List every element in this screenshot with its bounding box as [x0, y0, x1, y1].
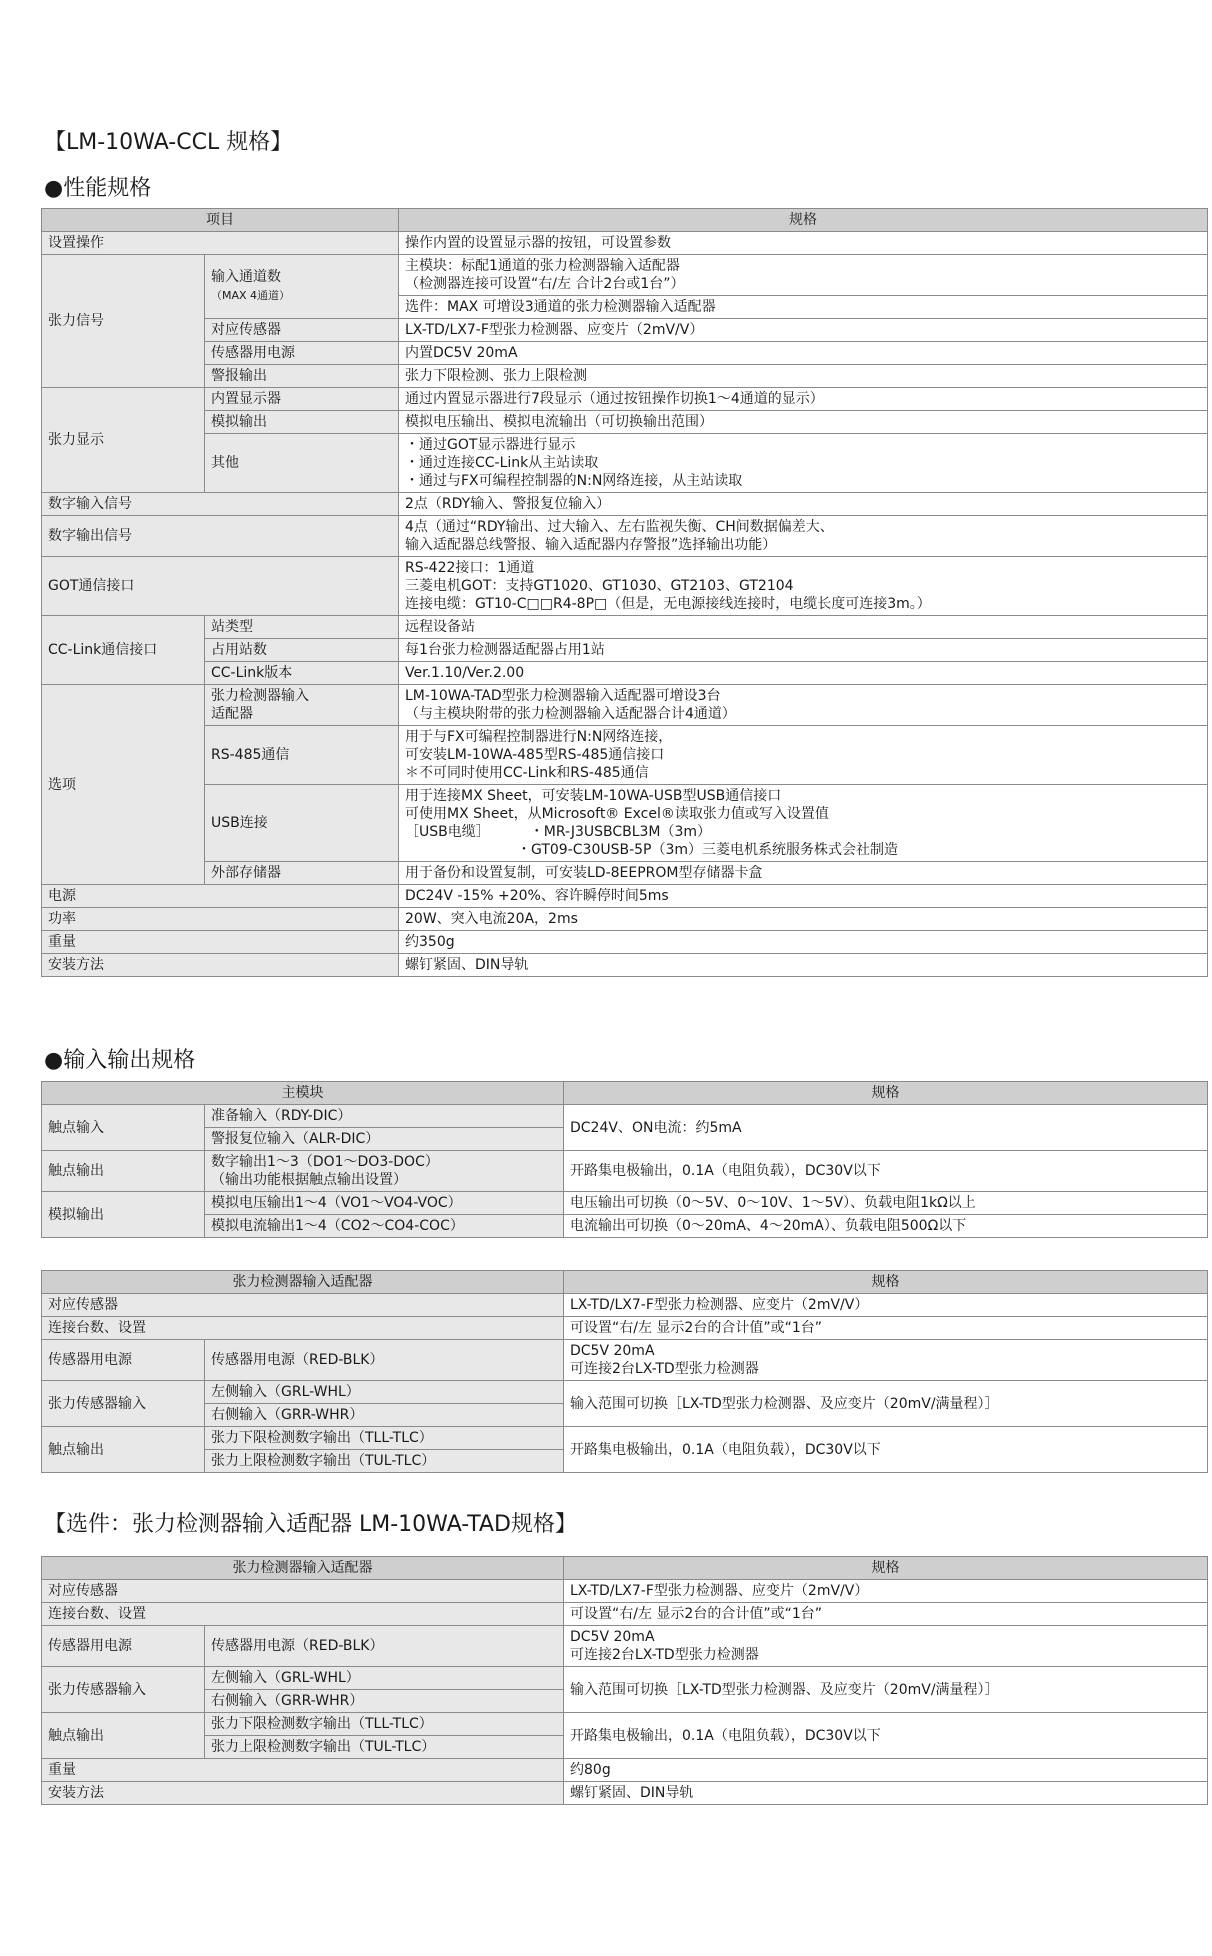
row-value: 模拟电压输出、模拟电流输出（可切换输出范围）	[399, 411, 1208, 434]
row-value	[399, 785, 1208, 862]
option-title: 【选件：张力检测器输入适配器 LM-10WA-TAD规格】	[44, 1512, 577, 1537]
row-sublabel: USB连接	[205, 785, 399, 862]
value-line: （检测器连接可设置“右/左 合计2台或1台”）	[405, 276, 685, 292]
table-row	[42, 388, 1208, 411]
row-value: 操作内置的设置显示器的按钮，可设置参数	[399, 232, 1208, 255]
row-sublabel	[205, 1151, 564, 1192]
row-label: 对应传感器	[42, 1294, 564, 1317]
row-sublabel: 张力下限检测数字输出（TLL-TLC）	[205, 1427, 564, 1450]
value-line: 可连接2台LX-TD型张力检测器	[570, 1647, 759, 1663]
row-label: 安装方法	[42, 1782, 564, 1805]
page-title: 【LM-10WA-CCL 规格】	[44, 130, 293, 155]
row-sublabel	[205, 255, 399, 319]
table-row	[42, 1381, 1208, 1404]
table-row	[42, 411, 1208, 434]
sublabel-line: （输出功能根据触点输出设置）	[211, 1172, 407, 1188]
header-spec: 规格	[564, 1082, 1208, 1105]
row-sublabel: 模拟电压输出1～4（VO1～VO4-VOC）	[205, 1192, 564, 1215]
row-value: LX-TD/LX7-F型张力检测器、应变片（2mV/V）	[564, 1580, 1208, 1603]
value-line: LM-10WA-TAD型张力检测器输入适配器可增设3台	[405, 688, 721, 704]
value-line: 4点（通过“RDY输出、过大输入、左右监视失衡、CH间数据偏差大、	[405, 519, 834, 535]
header-adapter: 张力检测器输入适配器	[42, 1271, 564, 1294]
table-row	[42, 1317, 1208, 1340]
group-label: 张力传感器输入	[42, 1667, 205, 1713]
table-header-row	[42, 1082, 1208, 1105]
row-sublabel: 模拟电流输出1～4（CO2～CO4-COC）	[205, 1215, 564, 1238]
table-row	[42, 493, 1208, 516]
row-sublabel: CC-Link版本	[205, 662, 399, 685]
row-sublabel: 传感器用电源（RED-BLK）	[205, 1340, 564, 1381]
table-row	[42, 862, 1208, 885]
value-line: 三菱电机GOT：支持GT1020、GT1030、GT2103、GT2104	[405, 578, 794, 594]
value-line: DC5V 20mA	[570, 1343, 655, 1359]
table-row	[42, 434, 1208, 493]
row-value: 输入范围可切换［LX-TD型张力检测器、及应变片（20mV/满量程）］	[564, 1667, 1208, 1713]
table-row	[42, 1427, 1208, 1450]
sublabel-line: 张力检测器输入	[211, 688, 309, 704]
header-adapter: 张力检测器输入适配器	[42, 1557, 564, 1580]
row-value: 每1台张力检测器适配器占用1站	[399, 639, 1208, 662]
adapter-spec-table	[41, 1270, 1208, 1473]
group-label: 张力传感器输入	[42, 1381, 205, 1427]
table-row	[42, 685, 1208, 726]
group-label: 传感器用电源	[42, 1340, 205, 1381]
row-label: 连接台数、设置	[42, 1317, 564, 1340]
value-line: ［USB电缆］	[405, 824, 490, 840]
row-label: 安装方法	[42, 954, 399, 977]
group-label: 张力显示	[42, 388, 205, 493]
header-item: 项目	[42, 209, 399, 232]
row-sublabel: 对应传感器	[205, 319, 399, 342]
row-sublabel: 左侧输入（GRL-WHL）	[205, 1667, 564, 1690]
row-sublabel: 张力上限检测数字输出（TUL-TLC）	[205, 1450, 564, 1473]
row-sublabel: RS-485通信	[205, 726, 399, 785]
value-line: ・MR-J3USBCBL3M（3m）	[529, 824, 712, 840]
value-line: ・通过GOT显示器进行显示	[405, 437, 576, 453]
table-row	[42, 1603, 1208, 1626]
table-row	[42, 931, 1208, 954]
table-row	[42, 954, 1208, 977]
row-label: 数字输出信号	[42, 516, 399, 557]
table-row	[42, 616, 1208, 639]
row-value: DC24V、ON电流：约5mA	[564, 1105, 1208, 1151]
table-header-row	[42, 1271, 1208, 1294]
table-row	[42, 639, 1208, 662]
row-sublabel: 右侧输入（GRR-WHR）	[205, 1690, 564, 1713]
value-line: ・GT09-C30USB-5P（3m）三菱电机系统服务株式会社制造	[517, 842, 899, 858]
value-line: （与主模块附带的张力检测器输入适配器合计4通道）	[405, 706, 736, 722]
row-label: GOT通信接口	[42, 557, 399, 616]
row-value	[399, 685, 1208, 726]
table-row	[42, 342, 1208, 365]
value-line: RS-422接口：1通道	[405, 560, 535, 576]
group-label: 选项	[42, 685, 205, 885]
row-value: 电压输出可切换（0～5V、0～10V、1～5V）、负载电阻1kΩ以上	[564, 1192, 1208, 1215]
row-value	[399, 557, 1208, 616]
value-line: 输入适配器总线警报、输入适配器内存警报”选择输出功能）	[405, 537, 777, 553]
group-label: 触点输出	[42, 1427, 205, 1473]
row-value: Ver.1.10/Ver.2.00	[399, 662, 1208, 685]
row-value: 20W、突入电流20A，2ms	[399, 908, 1208, 931]
row-sublabel: 模拟输出	[205, 411, 399, 434]
header-spec: 规格	[564, 1271, 1208, 1294]
group-label: 触点输出	[42, 1713, 205, 1759]
table-row	[42, 1151, 1208, 1192]
row-sublabel: 准备输入（RDY-DIC）	[205, 1105, 564, 1128]
row-sublabel: 内置显示器	[205, 388, 399, 411]
table-row	[42, 255, 1208, 296]
table-row	[42, 557, 1208, 616]
group-label: 传感器用电源	[42, 1626, 205, 1667]
row-label: 对应传感器	[42, 1580, 564, 1603]
table-row	[42, 1626, 1208, 1667]
row-sublabel: 占用站数	[205, 639, 399, 662]
row-sublabel: 张力下限检测数字输出（TLL-TLC）	[205, 1713, 564, 1736]
row-value: 2点（RDY输入、警报复位输入）	[399, 493, 1208, 516]
table-row	[42, 1192, 1208, 1215]
table-row	[42, 885, 1208, 908]
group-label: 触点输入	[42, 1105, 205, 1151]
table-row	[42, 662, 1208, 685]
group-label: CC-Link通信接口	[42, 616, 205, 685]
row-value: 电流输出可切换（0～20mA、4～20mA）、负载电阻500Ω以下	[564, 1215, 1208, 1238]
table-row	[42, 726, 1208, 785]
row-sublabel: 其他	[205, 434, 399, 493]
row-value: 选件：MAX 可增设3通道的张力检测器输入适配器	[399, 296, 1208, 319]
option-adapter-spec-table	[41, 1556, 1208, 1805]
row-value: 可设置“右/左 显示2台的合计值”或“1台”	[564, 1317, 1208, 1340]
row-value: DC24V -15% +20%、容许瞬停时间5ms	[399, 885, 1208, 908]
row-value: 用于备份和设置复制，可安装LD-8EEPROM型存储器卡盒	[399, 862, 1208, 885]
header-spec: 规格	[564, 1557, 1208, 1580]
table-row	[42, 516, 1208, 557]
table-row	[42, 232, 1208, 255]
row-value: LX-TD/LX7-F型张力检测器、应变片（2mV/V）	[399, 319, 1208, 342]
table-row	[42, 1294, 1208, 1317]
row-label: 重量	[42, 931, 399, 954]
row-label: 数字输入信号	[42, 493, 399, 516]
row-value: 螺钉紧固、DIN导轨	[399, 954, 1208, 977]
value-line: 可连接2台LX-TD型张力检测器	[570, 1361, 759, 1377]
row-label: 设置操作	[42, 232, 399, 255]
row-value: LX-TD/LX7-F型张力检测器、应变片（2mV/V）	[564, 1294, 1208, 1317]
row-sublabel: 张力上限检测数字输出（TUL-TLC）	[205, 1736, 564, 1759]
sublabel-line: （MAX 4通道）	[211, 289, 291, 302]
row-value	[399, 516, 1208, 557]
section-title-io: ●输入输出规格	[44, 1048, 196, 1073]
row-sublabel: 警报复位输入（ALR-DIC）	[205, 1128, 564, 1151]
row-value: 输入范围可切换［LX-TD型张力检测器、及应变片（20mV/满量程）］	[564, 1381, 1208, 1427]
row-value: 约80g	[564, 1759, 1208, 1782]
row-value	[564, 1626, 1208, 1667]
row-label: 功率	[42, 908, 399, 931]
row-sublabel: 外部存储器	[205, 862, 399, 885]
table-row	[42, 1759, 1208, 1782]
row-sublabel: 传感器用电源	[205, 342, 399, 365]
row-label: 电源	[42, 885, 399, 908]
value-line: 可使用MX Sheet，从Microsoft® Excel®读取张力值或写入设置值	[405, 806, 829, 822]
table-row	[42, 319, 1208, 342]
table-row	[42, 785, 1208, 862]
table-row	[42, 1340, 1208, 1381]
table-row	[42, 908, 1208, 931]
table-row	[42, 1782, 1208, 1805]
section-title-performance: ●性能规格	[44, 176, 152, 201]
row-value	[399, 726, 1208, 785]
value-line: 连接电缆：GT10-C□□R4-8P□（但是，无电源接线连接时，电缆长度可连接3m。）	[405, 596, 931, 612]
row-value: 螺钉紧固、DIN导轨	[564, 1782, 1208, 1805]
row-value	[564, 1340, 1208, 1381]
row-value	[399, 255, 1208, 296]
row-value: 约350g	[399, 931, 1208, 954]
row-sublabel: 左侧输入（GRL-WHL）	[205, 1381, 564, 1404]
table-row	[42, 365, 1208, 388]
performance-spec-table	[41, 208, 1208, 977]
row-value: 开路集电极输出，0.1A（电阻负载），DC30V以下	[564, 1151, 1208, 1192]
row-value: 远程设备站	[399, 616, 1208, 639]
value-line: 用于与FX可编程控制器进行N:N网络连接，	[405, 729, 673, 745]
group-label: 模拟输出	[42, 1192, 205, 1238]
table-row	[42, 1713, 1208, 1736]
table-header-row	[42, 209, 1208, 232]
header-main-module: 主模块	[42, 1082, 564, 1105]
row-sublabel: 站类型	[205, 616, 399, 639]
sublabel-line: 适配器	[211, 706, 253, 722]
sublabel-line: 输入通道数	[211, 269, 281, 285]
value-line: 主模块：标配1通道的张力检测器输入适配器	[405, 258, 680, 274]
row-sublabel: 警报输出	[205, 365, 399, 388]
row-label: 连接台数、设置	[42, 1603, 564, 1626]
value-line: ・通过连接CC-Link从主站读取	[405, 455, 599, 471]
table-row	[42, 1580, 1208, 1603]
row-value: 开路集电极输出，0.1A（电阻负载），DC30V以下	[564, 1713, 1208, 1759]
value-line: 用于连接MX Sheet，可安装LM-10WA-USB型USB通信接口	[405, 788, 782, 804]
row-value: 通过内置显示器进行7段显示（通过按钮操作切换1～4通道的显示）	[399, 388, 1208, 411]
row-sublabel: 传感器用电源（RED-BLK）	[205, 1626, 564, 1667]
value-line: 可安装LM-10WA-485型RS-485通信接口	[405, 747, 665, 763]
row-value	[399, 434, 1208, 493]
table-row	[42, 1215, 1208, 1238]
row-value: 可设置“右/左 显示2台的合计值”或“1台”	[564, 1603, 1208, 1626]
group-label: 张力信号	[42, 255, 205, 388]
row-label: 重量	[42, 1759, 564, 1782]
value-line: DC5V 20mA	[570, 1629, 655, 1645]
value-line: ＊不可同时使用CC-Link和RS-485通信	[405, 765, 649, 781]
header-spec: 规格	[399, 209, 1208, 232]
table-row	[42, 1667, 1208, 1690]
table-row	[42, 1105, 1208, 1128]
io-spec-table	[41, 1081, 1208, 1238]
row-value: 张力下限检测、张力上限检测	[399, 365, 1208, 388]
row-value: 开路集电极输出，0.1A（电阻负载），DC30V以下	[564, 1427, 1208, 1473]
value-line: ・通过与FX可编程控制器的N:N网络连接，从主站读取	[405, 473, 743, 489]
group-label: 触点输出	[42, 1151, 205, 1192]
row-sublabel: 右侧输入（GRR-WHR）	[205, 1404, 564, 1427]
table-header-row	[42, 1557, 1208, 1580]
row-sublabel	[205, 685, 399, 726]
row-value: 内置DC5V 20mA	[399, 342, 1208, 365]
sublabel-line: 数字输出1～3（DO1～DO3-DOC）	[211, 1154, 439, 1170]
